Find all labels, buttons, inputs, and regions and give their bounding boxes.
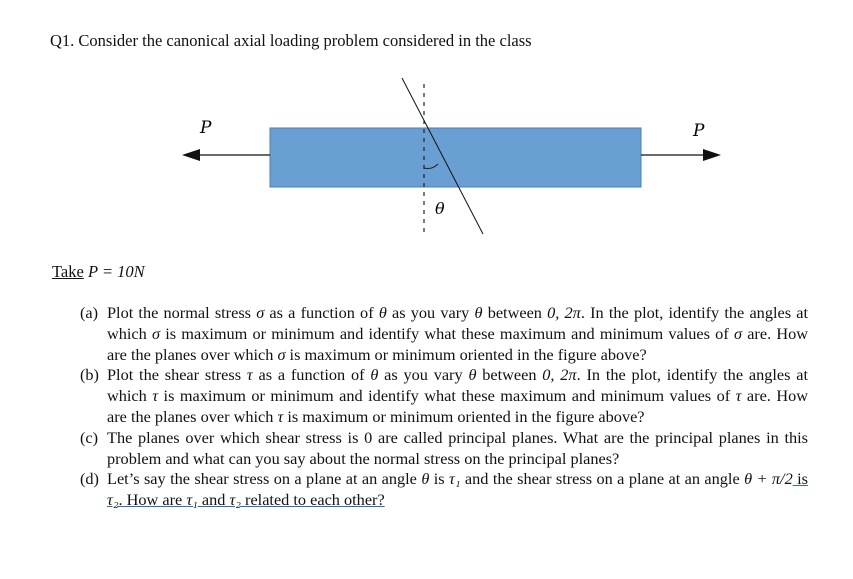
text-segment: . In the plot, identify the angles at which [107,365,808,406]
part-text [107,469,808,511]
math-range: 0, 2π [547,303,581,322]
text-segment: Plot the normal stress [107,303,257,322]
part-text [107,365,808,427]
given-equation: P = 10N [87,262,145,281]
part-b [80,365,808,427]
math-tau-2: τ₂ [229,490,241,510]
math-tau: τ [152,386,159,406]
text-segment: as you vary [386,303,475,322]
math-sigma: σ [733,323,742,343]
math-sigma: σ [152,323,161,343]
math-theta: θ [378,303,387,322]
math-theta: θ [421,469,430,489]
right-force-label: P [693,121,705,141]
part-d [80,469,808,511]
math-tau-2: τ₂ [107,490,119,510]
text-segment: is maximum or minimum oriented in the figure above? [285,344,647,364]
part-label: (c) [80,427,99,447]
text-segment: related to each other? [240,490,385,510]
math-theta: θ [370,365,379,385]
left-force-label: P [200,118,212,138]
text-segment: and [197,490,230,510]
part-label: (d) [80,469,99,489]
right-arrowhead [703,149,721,161]
text-segment: as a function of [264,303,379,322]
angle-label: θ [435,199,445,218]
text-segment: are. How are the planes over which [107,386,809,426]
part-text: The planes over which shear stress is 0 are called principal planes. What are the principal planes in this problem and what can you say about the normal stress on the principal planes? [107,427,808,468]
text-segment: . How are [118,490,187,510]
part-label: (b) [80,365,99,385]
math-tau-1: τ₁ [186,490,198,510]
math-tau: τ [277,406,284,426]
math-theta: θ [468,365,477,385]
part-text [107,303,808,365]
math-sigma: σ [256,303,265,322]
text-segment: . In the plot, identify the angles at which [107,303,808,343]
text-segment: is maximum or minimum oriented in the figure above? [283,406,645,426]
text-segment: as you vary [378,365,469,385]
part-label: (a) [80,303,99,322]
text-segment: are. How are the planes over which [107,323,808,364]
math-range: 0, 2π [542,365,577,385]
question-parts [80,303,808,511]
take-word: Take [52,262,84,281]
text-segment: between [482,303,548,322]
question-title: Q1. Consider the canonical axial loading problem considered in the class [50,31,532,50]
text-segment: and the shear stress on a plane at an angle [460,469,745,489]
text-segment: is [429,469,450,489]
math-sigma: σ [277,344,286,364]
math-tau-1: τ₁ [449,469,461,489]
text-segment: between [476,365,543,385]
part-c [80,428,808,470]
text-segment: is maximum or minimum and identify what these maximum and minimum values of [158,386,736,406]
text-segment: Plot the shear stress [107,365,247,385]
math-tau: τ [246,365,253,385]
text-segment: is [792,469,808,489]
text-segment: as a function of [252,365,371,385]
math-angle-expr: θ + π/2 [744,469,793,489]
part-a [80,303,808,365]
bar [270,128,641,187]
given-value [52,262,145,282]
left-arrowhead [182,149,200,161]
text-segment: is maximum or minimum and identify what these maximum and minimum values of [160,323,734,343]
math-theta: θ [474,303,483,322]
text-segment: Let’s say the shear stress on a plane at an angle [107,469,422,489]
math-tau: τ [735,386,742,406]
